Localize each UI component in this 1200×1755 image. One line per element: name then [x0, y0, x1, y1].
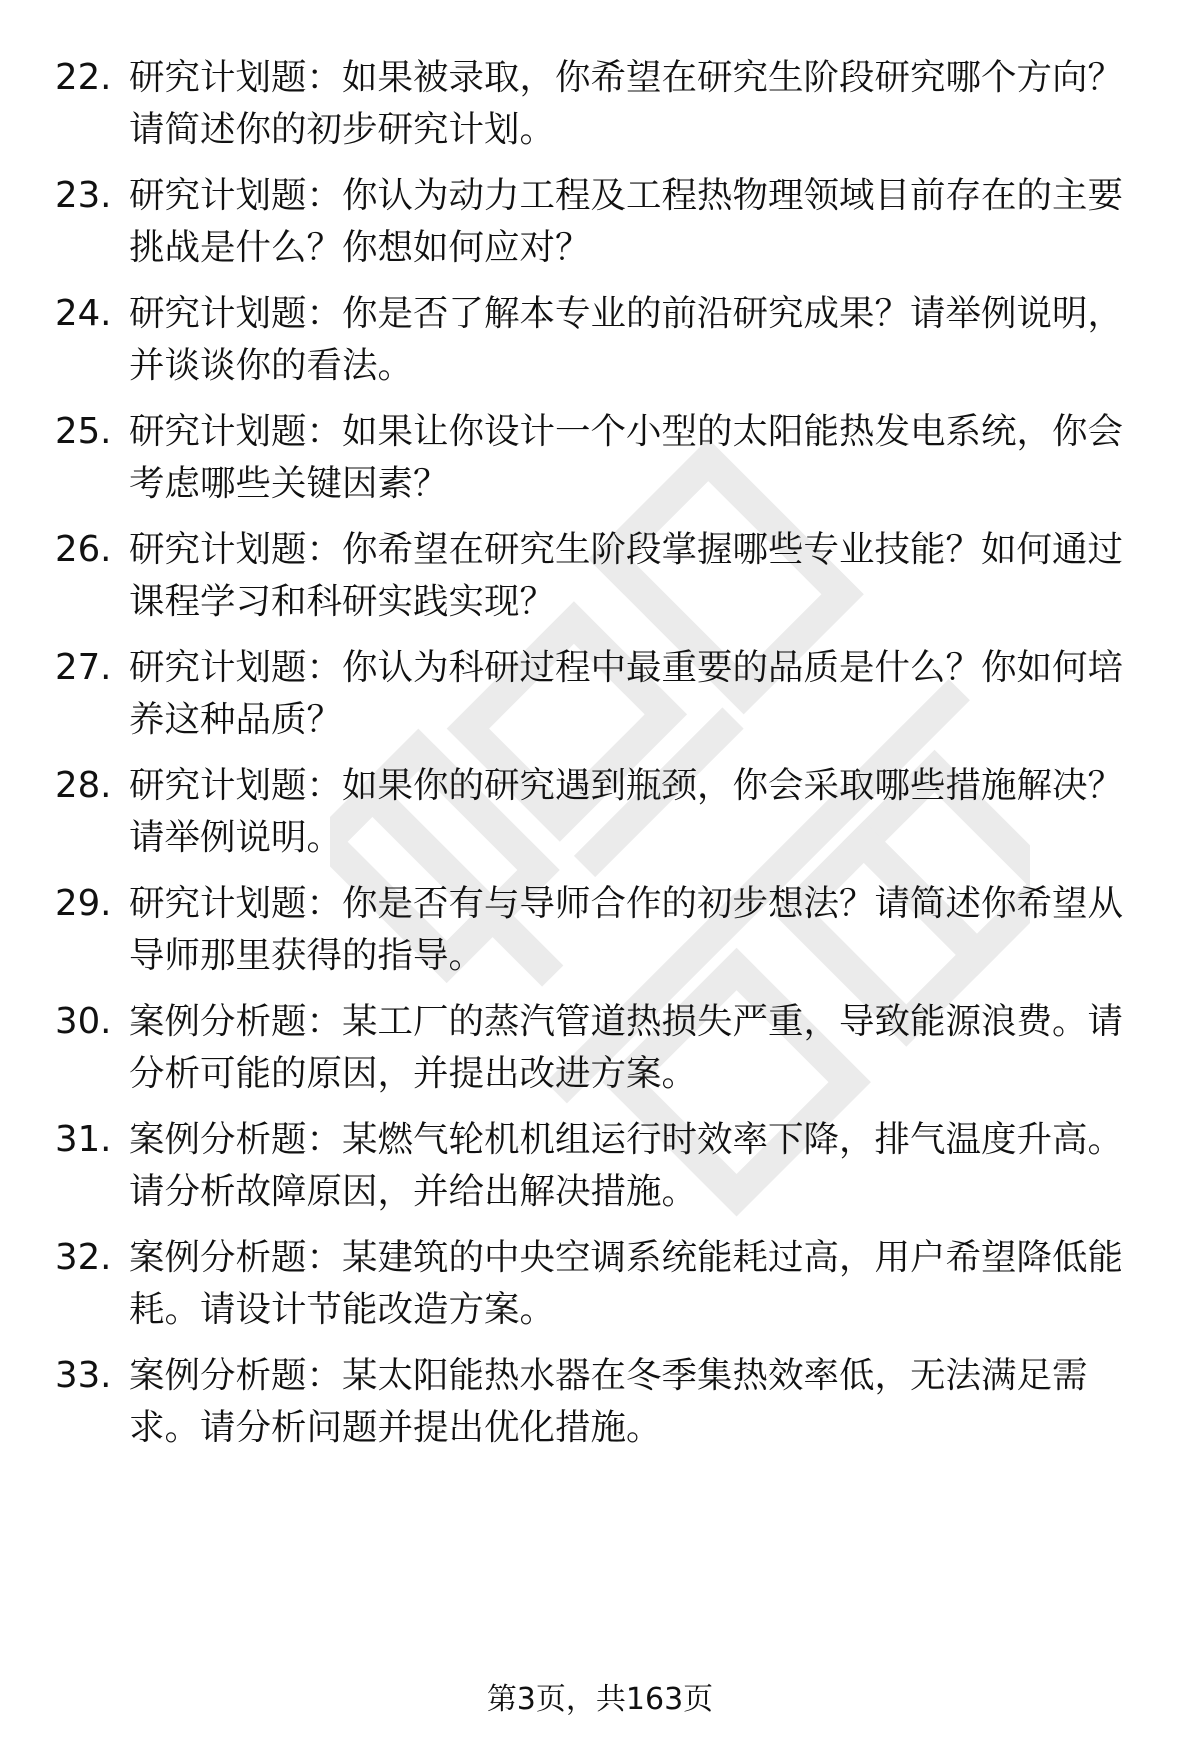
question-text-line: 案例分析题：某工厂的蒸汽管道热损失严重，导致能源浪费。请 [129, 1001, 1124, 1042]
question-text-line: 研究计划题：如果被录取，你希望在研究生阶段研究哪个方向？ [129, 57, 1124, 98]
question-number: 31. [55, 1119, 112, 1160]
question-number: 33. [55, 1355, 112, 1396]
question-text-line: 课程学习和科研实践实现？ [129, 581, 556, 622]
question-text-line: 研究计划题：你认为科研过程中最重要的品质是什么？你如何培 [129, 647, 1124, 688]
question-text-line: 请简述你的初步研究计划。 [129, 109, 556, 150]
question-number: 32. [55, 1237, 112, 1278]
page-indicator: 第3页，共163页 [486, 1682, 714, 1717]
question-text-line: 研究计划题：你认为动力工程及工程热物理领域目前存在的主要 [129, 175, 1124, 216]
question-text-line: 请分析故障原因，并给出解决措施。 [129, 1171, 698, 1212]
question-number: 23. [55, 175, 112, 216]
question-number: 28. [55, 765, 112, 806]
question-text-line: 考虑哪些关键因素？ [129, 463, 449, 504]
question-number: 29. [55, 883, 112, 924]
question-text-line: 并谈谈你的看法。 [129, 345, 414, 386]
question-text-line: 研究计划题：如果让你设计一个小型的太阳能热发电系统，你会 [129, 411, 1124, 452]
question-text-line: 求。请分析问题并提出优化措施。 [129, 1407, 662, 1448]
question-text-line: 养这种品质？ [129, 699, 343, 740]
question-number: 27. [55, 647, 112, 688]
question-number: 24. [55, 293, 112, 334]
question-text-line: 案例分析题：某建筑的中央空调系统能耗过高，用户希望降低能 [129, 1237, 1124, 1278]
question-number: 22. [55, 57, 112, 98]
question-text-line: 请举例说明。 [129, 817, 343, 858]
question-number: 25. [55, 411, 112, 452]
question-text-line: 案例分析题：某太阳能热水器在冬季集热效率低，无法满足需 [129, 1355, 1088, 1396]
question-text-line: 导师那里获得的指导。 [129, 935, 485, 976]
question-text-line: 研究计划题：你是否有与导师合作的初步想法？请简述你希望从 [129, 883, 1124, 924]
question-text-line: 案例分析题：某燃气轮机机组运行时效率下降，排气温度升高。 [129, 1119, 1124, 1160]
question-text-line: 研究计划题：如果你的研究遇到瓶颈，你会采取哪些措施解决？ [129, 765, 1124, 806]
question-text-line: 分析可能的原因，并提出改进方案。 [129, 1053, 698, 1094]
question-text-line: 研究计划题：你希望在研究生阶段掌握哪些专业技能？如何通过 [129, 529, 1124, 570]
question-text-line: 耗。请设计节能改造方案。 [129, 1289, 556, 1330]
question-number: 30. [55, 1001, 112, 1042]
question-text-line: 挑战是什么？你想如何应对？ [129, 227, 591, 268]
question-number: 26. [55, 529, 112, 570]
question-text-line: 研究计划题：你是否了解本专业的前沿研究成果？请举例说明， [129, 293, 1124, 334]
